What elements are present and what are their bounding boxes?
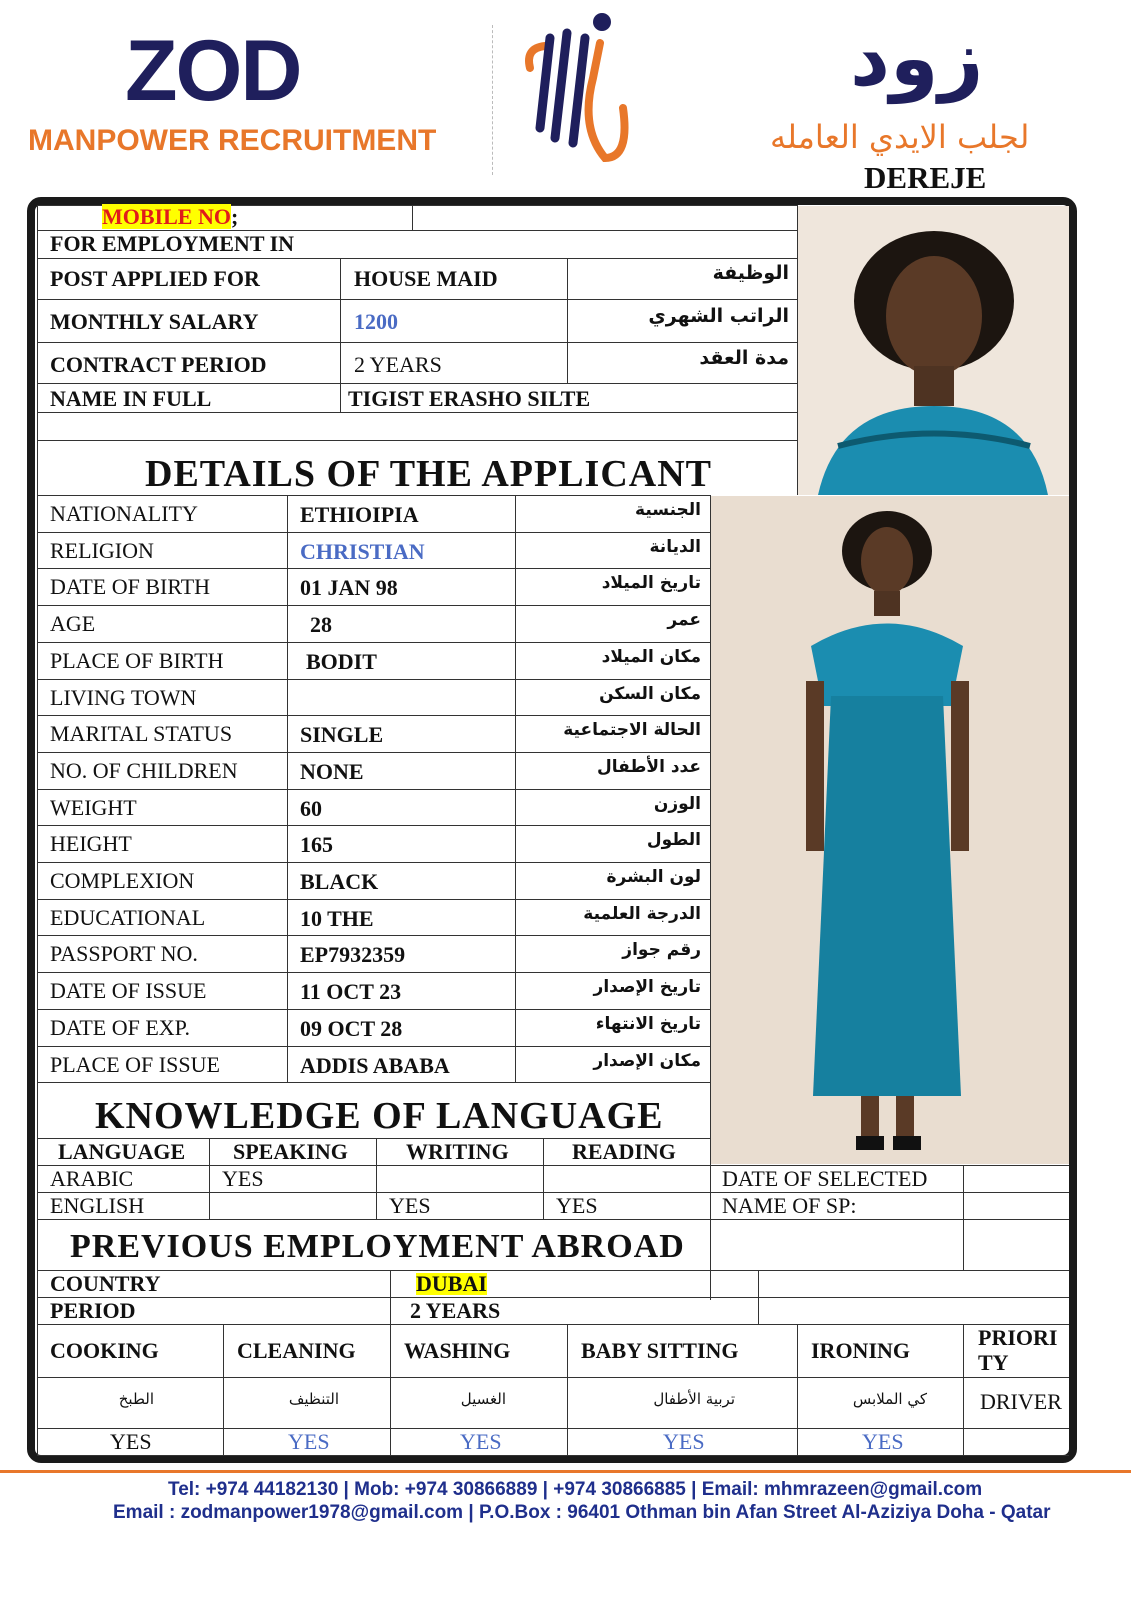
company-subtitle: MANPOWER RECRUITMENT [28,124,437,157]
period-value: 2 YEARS [410,1298,501,1323]
detail-value: 28 [310,612,332,638]
lang-header-speaking: SPEAKING [233,1139,348,1164]
detail-value: 165 [300,832,333,858]
detail-label: NATIONALITY [50,501,198,526]
details-row-divider [37,862,710,863]
skill-value-cooking: YES [110,1429,152,1454]
detail-arabic-label: الحالة الاجتماعية [563,720,701,741]
period-label: PERIOD [50,1298,136,1323]
detail-value: BLACK [300,869,379,894]
post-value: HOUSE MAID [354,266,498,291]
details-row-divider [37,1046,710,1047]
company-arabic-subtitle: لجلب الايدي العامله [770,118,1030,156]
skill-header-cleaning: CLEANING [237,1338,356,1363]
detail-arabic-label: الديانة [649,536,701,557]
skill-arabic-cooking: الطبخ [118,1390,154,1408]
salary-arabic: الراتب الشهري [648,305,789,327]
country-value: DUBAI [416,1271,487,1296]
detail-arabic-label: تاريخ الانتهاء [595,1013,701,1034]
detail-label: NO. OF CHILDREN [50,757,238,783]
detail-arabic-label: مكان السكن [599,683,701,704]
details-row-divider [37,642,710,643]
employment-label: FOR EMPLOYMENT IN [50,231,295,256]
skill-value-baby-sitting: YES [663,1429,705,1454]
contract-label: CONTRACT PERIOD [50,352,267,377]
name-sp-label: NAME OF SP: [722,1193,857,1218]
detail-label: WEIGHT [50,794,137,820]
detail-label: PLACE OF ISSUE [50,1051,220,1077]
skill-value-washing: YES [460,1429,502,1454]
previous-heading: PREVIOUS EMPLOYMENT ABROAD [70,1228,685,1265]
detail-label: DATE OF EXP. [50,1014,190,1040]
detail-value: 09 OCT 28 [300,1015,403,1041]
skill-arabic-ironing: كي الملابس [852,1390,927,1408]
detail-label: COMPLEXION [50,868,195,893]
detail-arabic-label: رقم جواز [622,940,701,961]
date-selected-label: DATE OF SELECTED [722,1166,928,1191]
skill-header-washing: WASHING [404,1338,511,1363]
detail-label: RELIGION [50,537,154,563]
skill-arabic-baby-sitting: تربية الأطفال [653,1390,735,1408]
detail-value: 10 THE [300,905,374,931]
lang-row-english-reading: YES [556,1193,598,1218]
lang-header-writing: WRITING [406,1139,509,1164]
header-divider [492,25,493,175]
mobile-suffix: ; [230,204,239,229]
post-arabic: الوظيفة [712,262,789,284]
detail-arabic-label: مكان الميلاد [601,646,701,667]
lang-header-reading: READING [572,1139,676,1164]
detail-arabic-label: الدرجة العلمية [583,903,701,924]
detail-arabic-label: عدد الأطفال [597,756,701,777]
skill-header-cooking: COOKING [50,1338,159,1363]
applicant-portrait-photo [798,206,1069,495]
mobile-label: MOBILE NO [102,204,231,229]
detail-arabic-label: الطول [646,830,701,851]
name-value: TIGIST ERASHO SILTE [348,386,591,411]
company-logo-icon [505,8,635,178]
skill-value-cleaning: YES [288,1429,330,1454]
detail-value: ETHIOIPIA [300,502,419,527]
detail-value: EP7932359 [300,942,406,968]
language-heading: KNOWLEDGE OF LANGUAGE [95,1095,664,1137]
name-label: NAME IN FULL [50,386,212,411]
skill-value-ironing: YES [862,1429,904,1454]
detail-label: DATE OF ISSUE [50,978,207,1004]
salary-label: MONTHLY SALARY [50,309,259,334]
detail-arabic-label: تاريخ الميلاد [601,573,701,594]
salary-value: 1200 [354,309,398,334]
detail-value: NONE [300,758,364,784]
skill-arabic-cleaning: التنظيف [288,1390,339,1408]
skill-header-priority-1: PRIORI [978,1325,1058,1350]
detail-label: EDUCATIONAL [50,904,206,930]
detail-label: MARITAL STATUS [50,721,233,747]
detail-label: LIVING TOWN [50,684,197,710]
detail-label: PASSPORT NO. [50,941,198,967]
details-row-divider [37,1009,710,1010]
detail-label: AGE [50,611,96,637]
detail-arabic-label: الجنسية [635,500,701,520]
detail-arabic-label: تاريخ الإصدار [593,977,701,998]
details-row-divider [37,715,710,716]
details-row-divider [37,752,710,753]
details-row-divider [37,972,710,973]
skill-header-priority-2: TY [978,1350,1009,1375]
details-row-divider [37,532,710,533]
detail-value: 01 JAN 98 [300,575,398,601]
details-row-divider [37,899,710,900]
post-label: POST APPLIED FOR [50,266,260,291]
details-row-divider [37,605,710,606]
detail-label: PLACE OF BIRTH [50,647,224,673]
details-row-divider [37,935,710,936]
detail-value: 11 OCT 23 [300,979,402,1005]
detail-value: SINGLE [300,722,384,748]
lang-header-language: LANGUAGE [58,1139,186,1164]
applicant-full-photo [711,496,1069,1164]
detail-arabic-label: لون البشرة [606,867,701,887]
company-arabic-logo: زود [850,14,984,104]
detail-value: CHRISTIAN [300,538,425,564]
details-row-divider [37,789,710,790]
footer-contact-line1: Tel: +974 44182130 | Mob: +974 30866889 | +974 30866885 | Email: mhmrazeen@gmail.com [168,1479,983,1500]
footer-divider [0,1470,1131,1473]
lang-row-arabic-language: ARABIC [50,1166,134,1191]
company-logo-text: ZOD [125,23,301,119]
priority-value: DRIVER [980,1389,1062,1414]
lang-row-english-writing: YES [389,1193,431,1218]
details-row-divider [37,679,710,680]
lang-row-english-language: ENGLISH [50,1193,145,1218]
country-label: COUNTRY [50,1271,161,1296]
details-row-divider [37,825,710,826]
lang-row-arabic-speaking: YES [222,1166,264,1191]
details-heading: DETAILS OF THE APPLICANT [145,453,713,495]
detail-value: ADDIS ABABA [300,1052,450,1078]
detail-label: HEIGHT [50,831,132,857]
detail-arabic-label: عمر [667,610,701,631]
skill-header-baby-sitting: BABY SITTING [581,1338,739,1363]
details-row-divider [37,568,710,569]
detail-arabic-label: مكان الإصدار [593,1050,701,1071]
skill-header-ironing: IRONING [811,1338,911,1363]
skill-arabic-washing: الغسيل [460,1390,506,1408]
contract-arabic: مدة العقد [699,347,789,369]
contract-value: 2 YEARS [354,352,442,377]
detail-value: BODIT [306,648,377,674]
agent-name: DEREJE [864,160,987,195]
detail-value: 60 [300,795,322,821]
footer-contact-line2: Email : zodmanpower1978@gmail.com | P.O.Box : 96401 Othman bin Afan Street Al-Aziziya Doha - Qatar [113,1502,1051,1523]
detail-arabic-label: الوزن [653,793,701,814]
detail-label: DATE OF BIRTH [50,574,211,600]
